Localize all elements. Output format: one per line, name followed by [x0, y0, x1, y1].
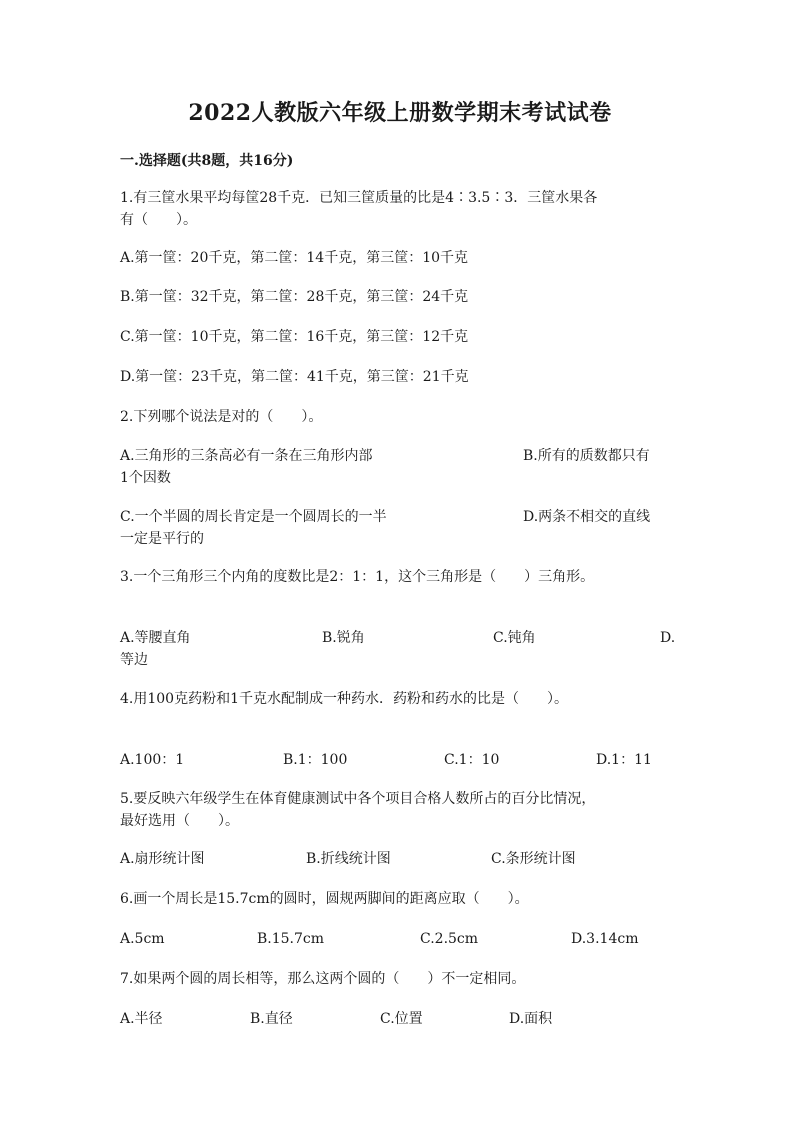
q3-option-a: A.等腰直角: [120, 630, 191, 646]
q1-option-d: D.第一筐：23千克，第二筐：41千克，第三筐：21千克: [120, 369, 469, 385]
q4-option-c: C.1：10: [444, 752, 500, 768]
q2-option-b-continued: 1个因数: [120, 470, 171, 486]
q5-option-a: A.扇形统计图: [120, 851, 205, 867]
q6-option-d: D.3.14cm: [571, 931, 639, 947]
q1-option-c: C.第一筐：10千克，第二筐：16千克，第三筐：12千克: [120, 329, 469, 345]
section-heading: 一.选择题(共8题，共16分): [120, 153, 294, 169]
q4-option-b: B.1：100: [283, 752, 348, 768]
q1-option-b: B.第一筐：32千克，第二筐：28千克，第三筐：24千克: [120, 289, 469, 305]
q7-option-b: B.直径: [250, 1011, 293, 1027]
q1-stem-line1: 1.有三筐水果平均每筐28千克．已知三筐质量的比是4∶3.5∶3．三筐水果各: [120, 190, 598, 206]
q3-option-d: D.: [660, 630, 676, 646]
q5-option-c: C.条形统计图: [491, 851, 576, 867]
q3-option-b: B.锐角: [322, 630, 365, 646]
q7-option-c: C.位置: [380, 1011, 423, 1027]
q5-option-b: B.折线统计图: [306, 851, 391, 867]
q4-stem: 4.用100克药粉和1千克水配制成一种药水．药粉和药水的比是（ ）。: [120, 691, 568, 707]
exam-title: 2022人教版六年级上册数学期末考试试卷: [188, 100, 612, 126]
q3-option-c: C.钝角: [493, 630, 536, 646]
q6-option-b: B.15.7cm: [257, 931, 325, 947]
q2-option-b: B.所有的质数都只有: [523, 448, 650, 464]
q4-option-d: D.1：11: [596, 752, 652, 768]
q2-option-a: A.三角形的三条高必有一条在三角形内部: [120, 448, 373, 464]
q6-stem: 6.画一个周长是15.7cm的圆时，圆规两脚间的距离应取（ ）。: [120, 891, 529, 907]
q6-option-a: A.5cm: [120, 931, 165, 947]
q4-option-a: A.100：1: [120, 752, 185, 768]
q2-option-d: D.两条不相交的直线: [523, 509, 651, 525]
q3-stem: 3.一个三角形三个内角的度数比是2：1：1，这个三角形是（ ）三角形。: [120, 569, 595, 585]
q7-option-a: A.半径: [120, 1011, 163, 1027]
q3-option-d-continued: 等边: [120, 652, 148, 668]
q7-option-d: D.面积: [509, 1011, 553, 1027]
q2-stem: 2.下列哪个说法是对的（ ）。: [120, 409, 323, 425]
q2-option-c: C.一个半圆的周长肯定是一个圆周长的一半: [120, 509, 387, 525]
q2-option-d-continued: 一定是平行的: [120, 531, 204, 547]
q5-stem-line1: 5.要反映六年级学生在体育健康测试中各个项目合格人数所占的百分比情况，: [120, 791, 596, 807]
q1-stem-line2: 有（ ）。: [120, 212, 197, 228]
q6-option-c: C.2.5cm: [420, 931, 479, 947]
q1-option-a: A.第一筐：20千克，第二筐：14千克，第三筐：10千克: [120, 250, 469, 266]
q7-stem: 7.如果两个圆的周长相等，那么这两个圆的（ ）不一定相同。: [120, 971, 526, 987]
q5-stem-line2: 最好选用（ ）。: [120, 813, 239, 829]
